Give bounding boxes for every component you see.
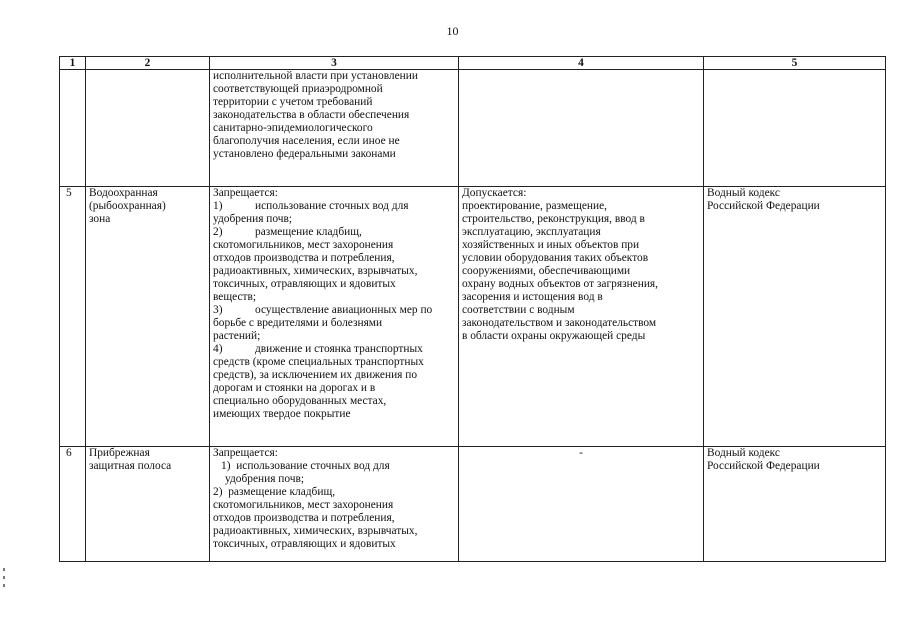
legal-basis-cell <box>704 70 886 187</box>
item-number: 3) <box>213 304 223 316</box>
text-line: растений; <box>213 330 261 342</box>
text-line: сооружениями, обеспечивающими <box>462 265 631 277</box>
empty-dash: - <box>579 447 583 459</box>
text-line: проектирование, размещение, <box>462 200 608 212</box>
text-line: размещение кладбищ, <box>228 486 336 498</box>
list-item <box>213 226 455 239</box>
column-header: 4 <box>459 57 704 70</box>
text-line: благополучия населения, если иное не <box>213 135 400 147</box>
zones-table <box>59 56 886 562</box>
item-number: 4) <box>213 343 223 355</box>
column-header: 2 <box>86 57 210 70</box>
restrictions-cell <box>210 187 459 447</box>
text-line: (рыбоохранная) <box>89 200 166 212</box>
page-number: 10 <box>446 24 459 38</box>
scan-margin-marks <box>3 568 6 594</box>
restrictions-header: Запрещается: <box>213 187 278 199</box>
text-line: использование сточных вод для <box>236 460 390 472</box>
text-line: скотомогильников, мест захоронения <box>213 239 394 251</box>
zone-name-cell <box>86 187 210 447</box>
allowed-cell <box>459 70 704 187</box>
item-number: 2) <box>213 226 223 238</box>
text-line: удобрения почв; <box>213 213 293 225</box>
list-item <box>213 460 455 473</box>
text-line: соответствующей приаэродромной <box>213 83 383 95</box>
allowed-cell <box>459 447 704 562</box>
text-line: условии оборудования таких объектов <box>462 252 649 264</box>
table-row <box>60 70 886 187</box>
text-line: соответствии с водным <box>462 304 575 316</box>
text-line: Водный кодекс <box>707 187 780 199</box>
text-line: установлено федеральными законами <box>213 148 396 160</box>
text-line: в области охраны окружающей среды <box>462 330 646 342</box>
list-item <box>213 486 455 499</box>
text-line: удобрения почв; <box>225 473 305 485</box>
header-row <box>60 57 886 70</box>
list-item <box>213 343 455 356</box>
row-number-cell: 6 <box>60 447 86 562</box>
text-line: территории с учетом требований <box>213 96 373 108</box>
text-line: строительство, реконструкция, ввод в <box>462 213 645 225</box>
allowed-header: Допускается: <box>462 187 527 199</box>
cell-content <box>213 447 455 561</box>
text-line: радиоактивных, химических, взрывчатых, <box>213 525 418 537</box>
text-line: законодательством и законодательством <box>462 317 657 329</box>
text-line: движение и стоянка транспортных <box>255 343 423 355</box>
text-line: охрану водных объектов от загрязнения, <box>462 278 658 290</box>
column-header: 3 <box>210 57 459 70</box>
text-line: Российской Федерации <box>707 460 820 472</box>
text-line: скотомогильников, мест захоронения <box>213 499 394 511</box>
legal-basis-cell <box>704 447 886 562</box>
zone-name-cell <box>86 447 210 562</box>
restrictions-cell <box>210 70 459 187</box>
text-line: специально оборудованных местах, <box>213 395 387 407</box>
text-line: размещение кладбищ, <box>255 226 362 238</box>
restrictions-header: Запрещается: <box>213 447 278 459</box>
row-number-cell <box>60 70 86 187</box>
item-number: 1) <box>213 200 223 212</box>
text-line: средств (кроме специальных транспортных <box>213 356 424 368</box>
text-line: токсичных, отравляющих и ядовитых <box>213 278 396 290</box>
text-line: борьбе с вредителями и болезнями <box>213 317 383 329</box>
item-number: 1) <box>221 460 231 472</box>
text-line: Водоохранная <box>89 187 158 199</box>
text-line: зона <box>89 213 111 225</box>
column-header: 1 <box>60 57 86 70</box>
text-line: засорения и истощения вод в <box>462 291 603 303</box>
text-line: радиоактивных, химических, взрывчатых, <box>213 265 418 277</box>
list-item <box>213 200 455 213</box>
allowed-cell <box>459 187 704 447</box>
text-line: хозяйственных и иных объектов при <box>462 239 640 251</box>
text-line: веществ; <box>213 291 257 303</box>
text-line: дорогам и стоянки на дорогах и в <box>213 382 376 394</box>
table-row <box>60 447 886 562</box>
text-line: имеющих твердое покрытие <box>213 408 351 420</box>
column-header: 5 <box>704 57 886 70</box>
text-line: исполнительной власти при установлении <box>213 70 418 82</box>
item-number: 2) <box>213 486 223 498</box>
text-line: средств), за исключением их движения по <box>213 369 418 381</box>
text-line: токсичных, отравляющих и ядовитых <box>213 538 396 550</box>
table-row <box>60 187 886 447</box>
text-line: Водный кодекс <box>707 447 780 459</box>
restrictions-cell <box>210 447 459 562</box>
text-line: отходов производства и потребления, <box>213 252 395 264</box>
text-line: законодательства в области обеспечения <box>213 109 410 121</box>
text-line: осуществление авиационных мер по <box>255 304 433 316</box>
text-line: отходов производства и потребления, <box>213 512 395 524</box>
list-item <box>213 304 455 317</box>
text-line: защитная полоса <box>89 460 172 472</box>
row-number-cell: 5 <box>60 187 86 447</box>
text-line: Прибрежная <box>89 447 150 459</box>
zone-name-cell <box>86 70 210 187</box>
text-line: Российской Федерации <box>707 200 820 212</box>
text-line: санитарно-эпидемиологического <box>213 122 373 134</box>
legal-basis-cell <box>704 187 886 447</box>
text-line: использование сточных вод для <box>255 200 409 212</box>
text-line: эксплуатацию, эксплуатация <box>462 226 601 238</box>
